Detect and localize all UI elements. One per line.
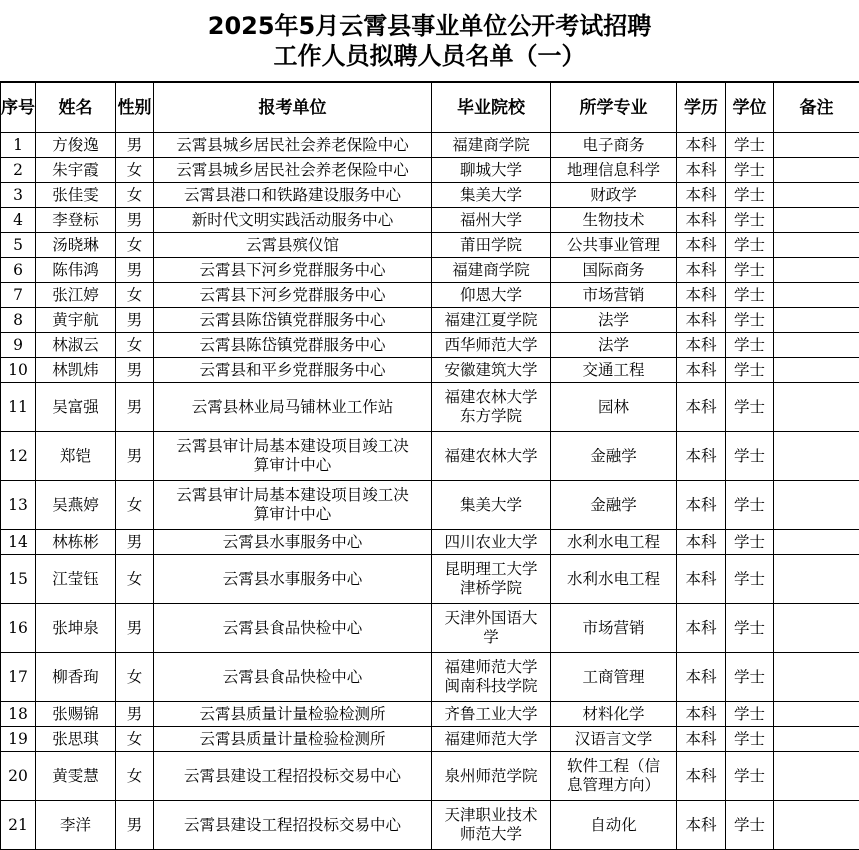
seq-cell: 18 (1, 702, 36, 727)
name-cell: 黄宇航 (36, 308, 116, 333)
unit-cell: 云霄县陈岱镇党群服务中心 (154, 308, 432, 333)
degree-cell: 学士 (726, 604, 774, 653)
education-cell: 本科 (677, 333, 726, 358)
education-cell: 本科 (677, 208, 726, 233)
candidate-table (0, 82, 859, 850)
table-row (1, 432, 859, 481)
degree-cell: 学士 (726, 133, 774, 158)
degree-cell: 学士 (726, 653, 774, 702)
major-cell: 法学 (551, 308, 677, 333)
degree-cell: 学士 (726, 333, 774, 358)
unit-cell: 云霄县陈岱镇党群服务中心 (154, 333, 432, 358)
school-cell: 福建商学院 (432, 133, 551, 158)
table-row (1, 752, 859, 801)
major-cell: 交通工程 (551, 358, 677, 383)
remark-cell (774, 604, 859, 653)
education-cell: 本科 (677, 308, 726, 333)
school-cell: 福建农林大学 东方学院 (432, 383, 551, 432)
seq-cell: 7 (1, 283, 36, 308)
unit-cell: 云霄县下河乡党群服务中心 (154, 283, 432, 308)
school-cell: 福州大学 (432, 208, 551, 233)
major-cell: 金融学 (551, 481, 677, 530)
degree-cell: 学士 (726, 383, 774, 432)
unit-cell: 云霄县审计局基本建设项目竣工决 算审计中心 (154, 481, 432, 530)
name-cell: 李洋 (36, 801, 116, 850)
major-cell: 软件工程（信 息管理方向） (551, 752, 677, 801)
table-row (1, 233, 859, 258)
name-cell: 张江婷 (36, 283, 116, 308)
name-cell: 朱宇霞 (36, 158, 116, 183)
name-cell: 吴燕婷 (36, 481, 116, 530)
major-cell: 自动化 (551, 801, 677, 850)
table-row (1, 727, 859, 752)
gender-cell: 男 (116, 383, 154, 432)
table-body (1, 133, 859, 850)
seq-cell: 9 (1, 333, 36, 358)
remark-cell (774, 801, 859, 850)
gender-cell: 男 (116, 358, 154, 383)
remark-cell (774, 283, 859, 308)
table-row (1, 133, 859, 158)
remark-cell (774, 481, 859, 530)
school-cell: 福建农林大学 (432, 432, 551, 481)
education-cell: 本科 (677, 752, 726, 801)
seq-cell: 14 (1, 530, 36, 555)
remark-cell (774, 333, 859, 358)
major-cell: 公共事业管理 (551, 233, 677, 258)
title-line-2: 工作人员拟聘人员名单（一） (0, 41, 859, 71)
school-cell: 仰恩大学 (432, 283, 551, 308)
gender-cell: 男 (116, 308, 154, 333)
table-row (1, 702, 859, 727)
name-cell: 张坤泉 (36, 604, 116, 653)
remark-cell (774, 183, 859, 208)
title-line-1: 2025年5月云霄县事业单位公开考试招聘 (0, 0, 859, 41)
gender-cell: 女 (116, 727, 154, 752)
major-cell: 地理信息科学 (551, 158, 677, 183)
major-cell: 国际商务 (551, 258, 677, 283)
page-title (0, 0, 859, 82)
gender-cell: 女 (116, 481, 154, 530)
unit-cell: 云霄县水事服务中心 (154, 530, 432, 555)
gender-cell: 女 (116, 158, 154, 183)
gender-cell: 女 (116, 183, 154, 208)
header-cell: 备注 (774, 83, 859, 133)
gender-cell: 女 (116, 653, 154, 702)
education-cell: 本科 (677, 727, 726, 752)
major-cell: 工商管理 (551, 653, 677, 702)
header-cell: 姓名 (36, 83, 116, 133)
unit-cell: 云霄县城乡居民社会养老保险中心 (154, 158, 432, 183)
table-row (1, 383, 859, 432)
major-cell: 水利水电工程 (551, 555, 677, 604)
education-cell: 本科 (677, 183, 726, 208)
remark-cell (774, 752, 859, 801)
table-row (1, 530, 859, 555)
seq-cell: 4 (1, 208, 36, 233)
table-row (1, 208, 859, 233)
table-header-row (1, 83, 859, 133)
degree-cell: 学士 (726, 801, 774, 850)
degree-cell: 学士 (726, 308, 774, 333)
major-cell: 园林 (551, 383, 677, 432)
header-cell: 学历 (677, 83, 726, 133)
degree-cell: 学士 (726, 702, 774, 727)
degree-cell: 学士 (726, 283, 774, 308)
education-cell: 本科 (677, 383, 726, 432)
name-cell: 林栋彬 (36, 530, 116, 555)
seq-cell: 20 (1, 752, 36, 801)
name-cell: 李登标 (36, 208, 116, 233)
degree-cell: 学士 (726, 432, 774, 481)
unit-cell: 云霄县下河乡党群服务中心 (154, 258, 432, 283)
remark-cell (774, 432, 859, 481)
education-cell: 本科 (677, 801, 726, 850)
gender-cell: 女 (116, 283, 154, 308)
header-cell: 报考单位 (154, 83, 432, 133)
name-cell: 张佳雯 (36, 183, 116, 208)
gender-cell: 女 (116, 333, 154, 358)
school-cell: 聊城大学 (432, 158, 551, 183)
degree-cell: 学士 (726, 555, 774, 604)
school-cell: 昆明理工大学 津桥学院 (432, 555, 551, 604)
unit-cell: 云霄县建设工程招投标交易中心 (154, 752, 432, 801)
major-cell: 法学 (551, 333, 677, 358)
gender-cell: 男 (116, 604, 154, 653)
school-cell: 莆田学院 (432, 233, 551, 258)
unit-cell: 云霄县质量计量检验检测所 (154, 702, 432, 727)
degree-cell: 学士 (726, 530, 774, 555)
education-cell: 本科 (677, 555, 726, 604)
unit-cell: 云霄县建设工程招投标交易中心 (154, 801, 432, 850)
education-cell: 本科 (677, 604, 726, 653)
education-cell: 本科 (677, 158, 726, 183)
name-cell: 方俊逸 (36, 133, 116, 158)
remark-cell (774, 383, 859, 432)
remark-cell (774, 530, 859, 555)
seq-cell: 19 (1, 727, 36, 752)
seq-cell: 21 (1, 801, 36, 850)
major-cell: 财政学 (551, 183, 677, 208)
major-cell: 生物技术 (551, 208, 677, 233)
school-cell: 泉州师范学院 (432, 752, 551, 801)
table-row (1, 333, 859, 358)
header-cell: 序号 (1, 83, 36, 133)
header-cell: 所学专业 (551, 83, 677, 133)
degree-cell: 学士 (726, 358, 774, 383)
seq-cell: 16 (1, 604, 36, 653)
major-cell: 金融学 (551, 432, 677, 481)
major-cell: 汉语言文学 (551, 727, 677, 752)
gender-cell: 男 (116, 530, 154, 555)
remark-cell (774, 308, 859, 333)
table-row (1, 283, 859, 308)
degree-cell: 学士 (726, 208, 774, 233)
degree-cell: 学士 (726, 158, 774, 183)
table-row (1, 653, 859, 702)
unit-cell: 云霄县和平乡党群服务中心 (154, 358, 432, 383)
remark-cell (774, 258, 859, 283)
school-cell: 齐鲁工业大学 (432, 702, 551, 727)
gender-cell: 男 (116, 801, 154, 850)
unit-cell: 新时代文明实践活动服务中心 (154, 208, 432, 233)
gender-cell: 男 (116, 432, 154, 481)
education-cell: 本科 (677, 653, 726, 702)
seq-cell: 2 (1, 158, 36, 183)
header-cell: 学位 (726, 83, 774, 133)
gender-cell: 男 (116, 258, 154, 283)
education-cell: 本科 (677, 258, 726, 283)
remark-cell (774, 208, 859, 233)
table-row (1, 481, 859, 530)
remark-cell (774, 727, 859, 752)
name-cell: 江莹钰 (36, 555, 116, 604)
name-cell: 陈伟鸿 (36, 258, 116, 283)
education-cell: 本科 (677, 358, 726, 383)
table-row (1, 604, 859, 653)
unit-cell: 云霄县质量计量检验检测所 (154, 727, 432, 752)
name-cell: 林凯炜 (36, 358, 116, 383)
education-cell: 本科 (677, 233, 726, 258)
remark-cell (774, 555, 859, 604)
seq-cell: 15 (1, 555, 36, 604)
name-cell: 林淑云 (36, 333, 116, 358)
school-cell: 西华师范大学 (432, 333, 551, 358)
education-cell: 本科 (677, 133, 726, 158)
degree-cell: 学士 (726, 258, 774, 283)
remark-cell (774, 358, 859, 383)
major-cell: 材料化学 (551, 702, 677, 727)
seq-cell: 17 (1, 653, 36, 702)
education-cell: 本科 (677, 283, 726, 308)
education-cell: 本科 (677, 530, 726, 555)
degree-cell: 学士 (726, 183, 774, 208)
major-cell: 水利水电工程 (551, 530, 677, 555)
degree-cell: 学士 (726, 233, 774, 258)
seq-cell: 3 (1, 183, 36, 208)
gender-cell: 男 (116, 208, 154, 233)
education-cell: 本科 (677, 432, 726, 481)
header-cell: 毕业院校 (432, 83, 551, 133)
school-cell: 福建师范大学 (432, 727, 551, 752)
school-cell: 集美大学 (432, 481, 551, 530)
gender-cell: 男 (116, 702, 154, 727)
seq-cell: 1 (1, 133, 36, 158)
seq-cell: 13 (1, 481, 36, 530)
seq-cell: 5 (1, 233, 36, 258)
unit-cell: 云霄县城乡居民社会养老保险中心 (154, 133, 432, 158)
table-row (1, 358, 859, 383)
name-cell: 汤晓琳 (36, 233, 116, 258)
remark-cell (774, 233, 859, 258)
seq-cell: 6 (1, 258, 36, 283)
unit-cell: 云霄县林业局马铺林业工作站 (154, 383, 432, 432)
education-cell: 本科 (677, 481, 726, 530)
gender-cell: 女 (116, 233, 154, 258)
table-row (1, 158, 859, 183)
seq-cell: 11 (1, 383, 36, 432)
remark-cell (774, 702, 859, 727)
education-cell: 本科 (677, 702, 726, 727)
table-row (1, 801, 859, 850)
school-cell: 福建商学院 (432, 258, 551, 283)
table-row (1, 308, 859, 333)
major-cell: 市场营销 (551, 604, 677, 653)
school-cell: 四川农业大学 (432, 530, 551, 555)
name-cell: 郑铠 (36, 432, 116, 481)
degree-cell: 学士 (726, 727, 774, 752)
gender-cell: 女 (116, 752, 154, 801)
school-cell: 集美大学 (432, 183, 551, 208)
table-row (1, 555, 859, 604)
name-cell: 吴富强 (36, 383, 116, 432)
major-cell: 电子商务 (551, 133, 677, 158)
degree-cell: 学士 (726, 481, 774, 530)
gender-cell: 男 (116, 133, 154, 158)
degree-cell: 学士 (726, 752, 774, 801)
unit-cell: 云霄县食品快检中心 (154, 653, 432, 702)
school-cell: 天津职业技术 师范大学 (432, 801, 551, 850)
seq-cell: 12 (1, 432, 36, 481)
remark-cell (774, 133, 859, 158)
name-cell: 张思琪 (36, 727, 116, 752)
table-row (1, 183, 859, 208)
unit-cell: 云霄县食品快检中心 (154, 604, 432, 653)
remark-cell (774, 653, 859, 702)
name-cell: 柳香珣 (36, 653, 116, 702)
school-cell: 福建江夏学院 (432, 308, 551, 333)
school-cell: 福建师范大学 闽南科技学院 (432, 653, 551, 702)
unit-cell: 云霄县港口和铁路建设服务中心 (154, 183, 432, 208)
unit-cell: 云霄县审计局基本建设项目竣工决 算审计中心 (154, 432, 432, 481)
remark-cell (774, 158, 859, 183)
seq-cell: 8 (1, 308, 36, 333)
name-cell: 黄雯慧 (36, 752, 116, 801)
gender-cell: 女 (116, 555, 154, 604)
name-cell: 张赐锦 (36, 702, 116, 727)
header-cell: 性别 (116, 83, 154, 133)
seq-cell: 10 (1, 358, 36, 383)
table-row (1, 258, 859, 283)
school-cell: 安徽建筑大学 (432, 358, 551, 383)
school-cell: 天津外国语大 学 (432, 604, 551, 653)
unit-cell: 云霄县殡仪馆 (154, 233, 432, 258)
major-cell: 市场营销 (551, 283, 677, 308)
unit-cell: 云霄县水事服务中心 (154, 555, 432, 604)
